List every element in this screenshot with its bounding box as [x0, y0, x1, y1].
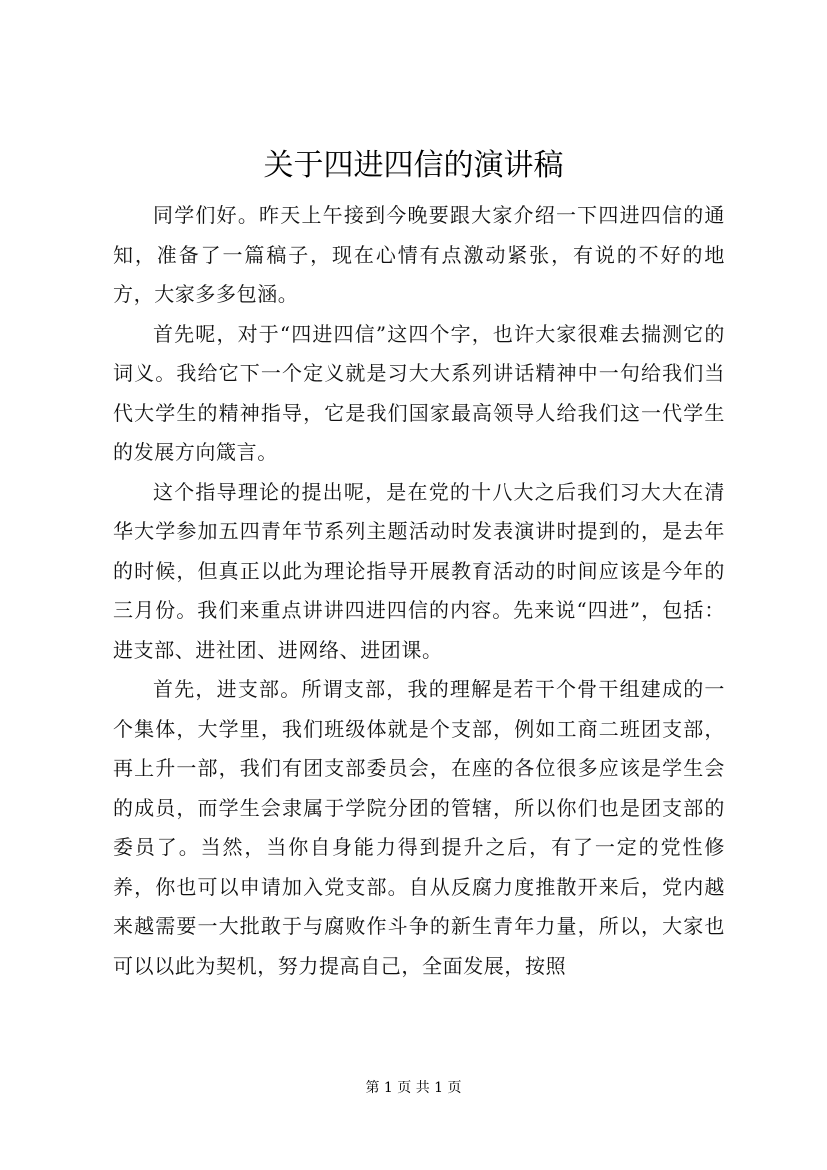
page-number: 第 1 页 共 1 页 [365, 1080, 462, 1096]
paragraph-2: 首先呢，对于“四进四信”这四个字，也许大家很难去揣测它的词义。我给它下一个定义就是习大大系列讲话精神中一句给我们当代大学生的精神指导，它是我们国家最高领导人给我们这一代学生的发展方向箴言。 [113, 321, 725, 464]
paragraph-3: 这个指导理论的提出呢，是在党的十八大之后我们习大大在清华大学参加五四青年节系列主题活动时发表演讲时提到的，是去年的时候，但真正以此为理论指导开展教育活动的时间应该是今年的三月份。我们来重点讲讲四进四信的内容。先来说“四进”，包括：进支部、进社团、进网络、进团课。 [113, 479, 725, 662]
document-body [113, 196, 725, 986]
document-title: 关于四进四信的演讲稿 [263, 148, 564, 183]
page-footer [0, 1078, 827, 1098]
paragraph-1: 同学们好。昨天上午接到今晚要跟大家介绍一下四进四信的通知，准备了一篇稿子，现在心情有点激动紧张，有说的不好的地方，大家多多包涵。 [113, 203, 725, 306]
paragraph-4: 首先，进支部。所谓支部，我的理解是若干个骨干组建成的一个集体，大学里，我们班级体就是个支部，例如工商二班团支部，再上升一部，我们有团支部委员会，在座的各位很多应该是学生会的成员，而学生会隶属于学院分团的管辖，所以你们也是团支部的委员了。当然，当你自身能力得到提升之后，有了一定的党性修养，你也可以申请加入党支部。自从反腐力度推散开来后，党内越来越需要一大批敢于与腐败作斗争的新生青年力量，所以，大家也可以以此为契机，努力提高自己，全面发展，按照 [113, 677, 725, 978]
